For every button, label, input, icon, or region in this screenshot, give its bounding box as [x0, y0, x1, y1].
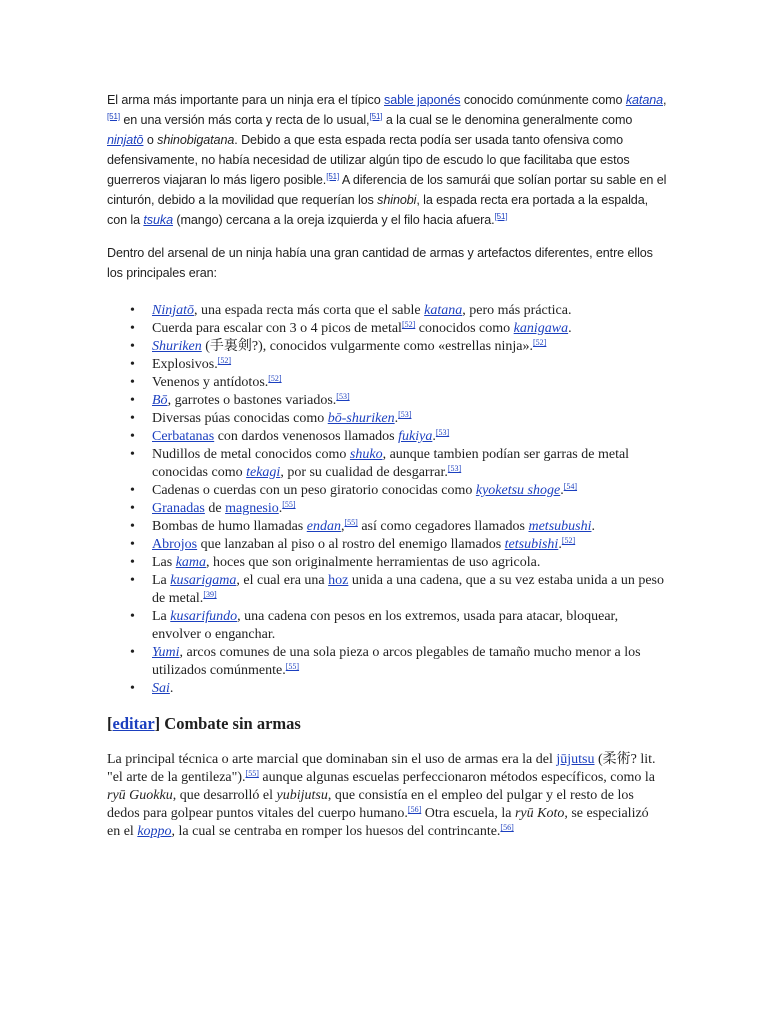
link-koppo[interactable]: koppo [137, 824, 172, 839]
text-run: . [591, 519, 595, 534]
text-run: . [432, 429, 436, 444]
paragraph-combate-sin-armas [107, 751, 665, 841]
bracket-text: [ [107, 714, 113, 733]
text-run: , garrotes o bastones variados. [167, 393, 337, 408]
link-tetsubishi[interactable]: tetsubishi [504, 537, 559, 552]
link-ninjato[interactable]: Ninjatō [152, 303, 195, 318]
italic-term: shinobi [377, 193, 417, 207]
link-kyoketsu-shoge[interactable]: kyoketsu shoge [475, 483, 561, 498]
reference-link[interactable]: [51] [326, 172, 340, 181]
reference-link[interactable]: [51] [494, 212, 508, 221]
link-metsubushi[interactable]: metsubushi [528, 519, 592, 534]
list-item [108, 500, 668, 518]
text-run: conocidos como [415, 321, 514, 336]
list-item [108, 680, 668, 698]
link-jujutsu[interactable]: jūjutsu [556, 752, 595, 767]
link-bo[interactable]: Bō [152, 393, 168, 408]
link-tekagi[interactable]: tekagi [246, 465, 281, 480]
text-run: de [204, 501, 226, 516]
link-sai[interactable]: Sai [152, 681, 170, 696]
reference-link[interactable]: [52] [217, 356, 232, 365]
text-run: Las [152, 555, 176, 570]
reference-link[interactable]: [53] [398, 410, 412, 419]
reference-link[interactable]: [53] [435, 428, 450, 437]
text-run: Bombas de humo llamadas [152, 519, 307, 534]
text-run: A diferencia de los samurái que solían portar su sable en el cinturón, debido a la movilidad que requerían los [107, 173, 667, 207]
bullet: • [130, 555, 135, 570]
bullet: • [130, 537, 135, 552]
link-bo-shuriken[interactable]: bō-shuriken [327, 411, 395, 426]
link-endan[interactable]: endan [306, 519, 341, 534]
text-run: . [169, 681, 174, 696]
bullet: • [130, 645, 135, 660]
bullet: • [130, 411, 135, 426]
bullet: • [130, 429, 135, 444]
paragraph-arma-principal [107, 90, 667, 230]
link-ninjato[interactable]: ninjatō [107, 133, 144, 147]
text-run: (mango) cercana a la oreja izquierda y el filo hacia afuera. [173, 213, 495, 227]
reference-link[interactable]: [51] [369, 112, 383, 121]
reference-link[interactable]: [55] [285, 662, 300, 671]
text-run: (手裏剣?), conocidos vulgarmente como «estrellas ninja». [201, 339, 534, 354]
bullet: • [130, 357, 135, 372]
italic-term: ryū Koto [514, 806, 565, 821]
list-item [108, 410, 668, 428]
list-item [108, 518, 668, 536]
bullet: • [130, 447, 135, 462]
reference-link[interactable]: [55] [344, 518, 358, 527]
text-run: conocido comúnmente como [460, 93, 626, 107]
link-granadas[interactable]: Granadas [152, 501, 205, 516]
paragraph-arsenal-intro [107, 243, 667, 283]
text-run: La principal técnica o arte marcial que dominaban sin el uso de armas era la del [107, 752, 557, 767]
reference-link[interactable]: [54] [563, 482, 578, 491]
link-kusarifundo[interactable]: kusarifundo [170, 609, 238, 624]
bullet: • [130, 339, 135, 354]
text-run: , hoces que son originalmente herramientas de uso agricola. [206, 555, 541, 570]
text-run: Explosivos. [152, 357, 218, 372]
text-run: , [340, 519, 345, 534]
text-run: o [143, 133, 158, 147]
link-abrojos[interactable]: Abrojos [152, 537, 198, 552]
link-yumi[interactable]: Yumi [152, 645, 180, 660]
link-fukiya[interactable]: fukiya [398, 429, 433, 444]
text-run: aunque algunas escuelas perfeccionaron métodos específicos, como la [258, 770, 655, 785]
text-run: con dardos venenosos llamados [214, 429, 399, 444]
reference-link[interactable]: [53] [447, 464, 462, 473]
text-run: así como cegadores llamados [357, 519, 529, 534]
reference-link[interactable]: [55] [245, 769, 259, 778]
reference-link[interactable]: [53] [336, 392, 350, 401]
text-run: , la espada recta era portada a la espalda, con la [107, 193, 649, 227]
bullet: • [130, 501, 135, 516]
reference-link[interactable]: [52] [561, 536, 576, 545]
reference-link[interactable]: [39] [203, 590, 217, 599]
text-run: Dentro del arsenal de un ninja había una gran cantidad de armas y artefactos diferentes, entre ellos los principales eran: [107, 246, 653, 280]
link-shuko[interactable]: shuko [349, 447, 383, 462]
reference-link[interactable]: [52] [268, 374, 282, 383]
text-run: . Debido a que esta espada recta podía ser usada tanto ofensiva como defensivamente, no había necesidad de utilizar algún tipo de escudo lo que facilitaba que estos guerreros viajaran lo más ligero posible. [107, 133, 630, 187]
text-run: La [152, 573, 171, 588]
list-item [108, 554, 668, 572]
list-item [108, 392, 668, 410]
link-tsuka[interactable]: tsuka [143, 213, 174, 227]
list-item [108, 536, 668, 554]
text-run: . [394, 411, 399, 426]
list-item [108, 356, 668, 374]
text-run: , aunque tambien podían ser garras de metal conocidas como [152, 447, 630, 480]
text-run: , por su cualidad de desgarrar. [280, 465, 448, 480]
text-run: , el cual era una [236, 573, 329, 588]
text-run: . [558, 537, 562, 552]
text-run: . [278, 501, 283, 516]
link-katana[interactable]: katana [625, 93, 664, 107]
text-run: . [560, 483, 564, 498]
bullet: • [130, 321, 135, 336]
text-run: , una espada recta más corta que el sable [194, 303, 425, 318]
reference-link[interactable]: [56] [407, 805, 422, 814]
text-run: unida a una cadena, que a su vez estaba unida a un peso de metal. [152, 573, 664, 606]
italic-term: ryū Guokku [107, 788, 173, 803]
link-kusarigama[interactable]: kusarigama [170, 573, 237, 588]
link-kama[interactable]: kama [175, 555, 207, 570]
weapons-list [108, 302, 668, 698]
text-run: , la cual se centraba en romper los huesos del contrincante. [171, 824, 501, 839]
bullet: • [130, 681, 135, 696]
text-run: Diversas púas conocidas como [152, 411, 328, 426]
text-run: que lanzaban al piso o al rostro del enemigo llamados [197, 537, 505, 552]
text-run: Venenos y antídotos. [152, 375, 269, 390]
bullet: • [130, 573, 135, 588]
text-run: (柔術? lit. "el arte de la gentileza"). [107, 752, 656, 785]
list-item [108, 482, 668, 500]
edit-link[interactable]: editar [112, 714, 155, 733]
text-run: , arcos comunes de una sola pieza o arcos plegables de tamaño mucho menor a los utilizados comúnmente. [152, 645, 641, 678]
text-run: Cadenas o cuerdas con un peso giratorio conocidas como [152, 483, 476, 498]
text-run: , que consistía en el empleo del pulgar y el resto de los dedos para golpear puntos vitales del cuerpo humano. [107, 788, 634, 821]
link-sable-japones[interactable]: sable japonés [384, 93, 461, 107]
text-run: , una cadena con pesos en los extremos, usada para atacar, bloquear, envolver o enganchar. [152, 609, 619, 642]
reference-link[interactable]: [52] [533, 338, 547, 347]
bullet: • [130, 483, 135, 498]
link-katana[interactable]: katana [424, 303, 463, 318]
list-item [108, 374, 668, 392]
list-item [108, 338, 668, 356]
reference-link[interactable]: [55] [282, 500, 296, 509]
reference-link[interactable]: [56] [500, 823, 514, 832]
italic-term: yubijutsu [276, 788, 328, 803]
reference-link[interactable]: [51] [107, 112, 120, 121]
text-run: en una versión más corta y recta de lo usual, [119, 113, 370, 127]
text-run: a la cual se le denomina generalmente como [382, 113, 633, 127]
list-item [108, 446, 668, 482]
link-shuriken[interactable]: Shuriken [152, 339, 202, 354]
text-run: , que desarrolló el [172, 788, 277, 803]
text-run: , se especializó en el [107, 806, 649, 839]
link-hoz[interactable]: hoz [328, 573, 349, 588]
bullet: • [130, 375, 135, 390]
link-cerbatanas[interactable]: Cerbatanas [152, 429, 215, 444]
list-item [108, 320, 668, 338]
section-heading [107, 713, 301, 735]
text-run: Nudillos de metal conocidos como [152, 447, 350, 462]
link-magnesio[interactable]: magnesio [225, 501, 279, 516]
text-run: . [568, 321, 572, 336]
text-run: Otra escuela, la [421, 806, 515, 821]
list-item [108, 644, 668, 680]
bullet: • [130, 519, 135, 534]
italic-term: shinobigatana [157, 133, 235, 147]
list-item [108, 572, 668, 608]
heading-title: ] Combate sin armas [154, 714, 301, 733]
bullet: • [130, 609, 135, 624]
list-item [108, 608, 668, 644]
text-run: , pero más práctica. [462, 303, 572, 318]
bullet: • [130, 393, 135, 408]
link-kanigawa[interactable]: kanigawa [513, 321, 569, 336]
list-item [108, 428, 668, 446]
list-item [108, 302, 668, 320]
bullet: • [130, 303, 135, 318]
text-run: El arma más importante para un ninja era el típico [107, 93, 384, 107]
text-run: La [152, 609, 171, 624]
reference-link[interactable]: [52] [401, 320, 416, 329]
text-run: , [663, 93, 667, 107]
text-run: Cuerda para escalar con 3 o 4 picos de metal [152, 321, 402, 336]
